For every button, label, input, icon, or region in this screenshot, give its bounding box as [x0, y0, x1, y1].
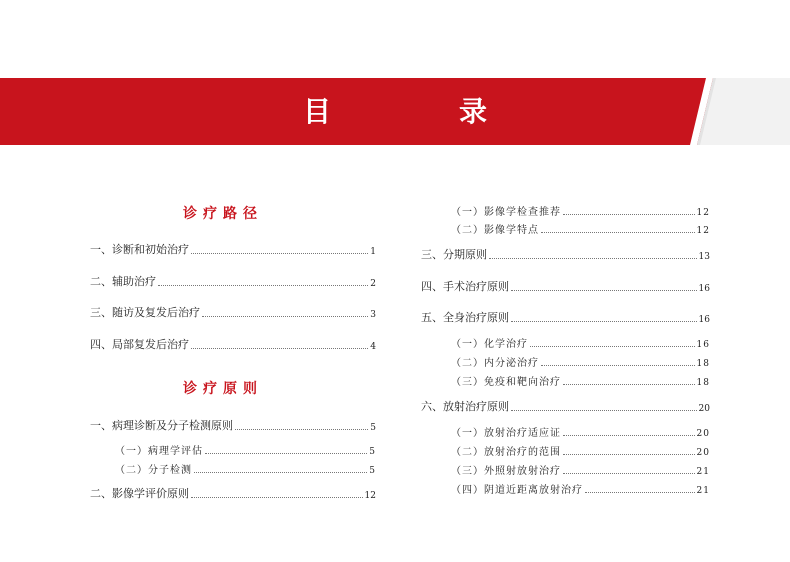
toc-entry[interactable]	[451, 444, 710, 458]
toc-page: 5	[369, 466, 376, 476]
toc-leader	[511, 410, 697, 411]
toc-page: 20	[696, 429, 710, 439]
toc-label: 五、全身治疗原则	[421, 311, 509, 324]
toc-entry[interactable]	[451, 463, 710, 477]
toc-entry[interactable]	[90, 419, 376, 433]
toc-entry[interactable]	[451, 425, 710, 439]
toc-entry[interactable]	[115, 443, 376, 457]
toc-leader	[563, 473, 695, 474]
toc-label: （二）放射治疗的范围	[451, 447, 561, 458]
toc-page: 1	[370, 247, 376, 257]
toc-leader	[530, 346, 695, 347]
toc-label: 四、手术治疗原则	[421, 280, 509, 293]
toc-entry[interactable]	[115, 462, 376, 476]
toc-label: （一）化学治疗	[451, 339, 528, 350]
toc-page: 12	[696, 208, 710, 218]
toc-page: 20	[698, 404, 710, 414]
toc-leader	[563, 435, 695, 436]
toc-leader	[235, 429, 368, 430]
toc-label: 二、影像学评价原则	[90, 487, 189, 500]
toc-label: 三、随访及复发后治疗	[90, 306, 200, 319]
toc-entry[interactable]	[90, 275, 376, 289]
toc-page: 20	[696, 448, 710, 458]
toc-leader	[191, 348, 368, 349]
toc-entry[interactable]	[90, 243, 376, 257]
toc-label: （三）外照射放射治疗	[451, 466, 561, 477]
toc-entry[interactable]	[451, 374, 710, 388]
toc-leader	[511, 321, 697, 322]
toc-page: 18	[696, 359, 710, 369]
toc-page: 12	[364, 491, 376, 501]
toc-leader	[541, 365, 695, 366]
toc-label: （二）内分泌治疗	[451, 358, 539, 369]
toc-label: （一）放射治疗适应证	[451, 428, 561, 439]
toc-label: 一、病理诊断及分子检测原则	[90, 419, 233, 432]
toc-label: 四、局部复发后治疗	[90, 338, 189, 351]
toc-page: 18	[696, 378, 710, 388]
toc-page: 5	[369, 447, 376, 457]
toc-entry[interactable]	[451, 204, 710, 218]
toc-leader	[194, 472, 367, 473]
section-title-principles: 诊疗原则	[183, 381, 263, 397]
toc-page: 2	[370, 279, 376, 289]
toc-entry[interactable]	[90, 487, 376, 501]
section-title-pathway: 诊疗路径	[183, 206, 263, 222]
toc-leader	[563, 454, 695, 455]
toc-label: （一）病理学评估	[115, 446, 203, 457]
toc-entry[interactable]	[451, 355, 710, 369]
toc-entry[interactable]	[451, 336, 710, 350]
toc-page: 21	[696, 467, 710, 477]
toc-page: 12	[696, 226, 710, 236]
toc-label: （三）免疫和靶向治疗	[451, 377, 561, 388]
toc-leader	[158, 285, 368, 286]
toc-page: 5	[370, 423, 376, 433]
toc-entry[interactable]	[90, 338, 376, 352]
toc-entry[interactable]	[421, 311, 710, 325]
toc-entry[interactable]	[90, 306, 376, 320]
toc-entry[interactable]	[421, 248, 710, 262]
toc-leader	[191, 253, 368, 254]
toc-label: （一）影像学检查推荐	[451, 207, 561, 218]
toc-leader	[191, 497, 363, 498]
toc-page: 4	[370, 342, 376, 352]
toc-page: 16	[696, 340, 710, 350]
toc-label: 一、诊断和初始治疗	[90, 243, 189, 256]
toc-label: （二）分子检测	[115, 465, 192, 476]
toc-leader	[563, 214, 695, 215]
toc-entry[interactable]	[421, 280, 710, 294]
toc-leader	[202, 316, 368, 317]
toc-label: 六、放射治疗原则	[421, 400, 509, 413]
toc-label: （四）阴道近距离放射治疗	[451, 485, 583, 496]
toc-leader	[585, 492, 695, 493]
toc-leader	[205, 453, 367, 454]
toc-leader	[489, 258, 697, 259]
page-title: 目 录	[302, 95, 537, 128]
toc-page: 21	[696, 486, 710, 496]
toc-entry[interactable]	[451, 482, 710, 496]
toc-entry[interactable]	[451, 222, 710, 236]
toc-page: 13	[698, 252, 710, 262]
toc-leader	[511, 290, 697, 291]
toc-label: 三、分期原则	[421, 248, 487, 261]
toc-page: 3	[370, 310, 376, 320]
toc-leader	[541, 232, 695, 233]
toc-label: 二、辅助治疗	[90, 275, 156, 288]
toc-page: 16	[698, 315, 710, 325]
toc-entry[interactable]	[421, 400, 710, 414]
toc-label: （二）影像学特点	[451, 225, 539, 236]
toc-leader	[563, 384, 695, 385]
toc-page: 16	[698, 284, 710, 294]
